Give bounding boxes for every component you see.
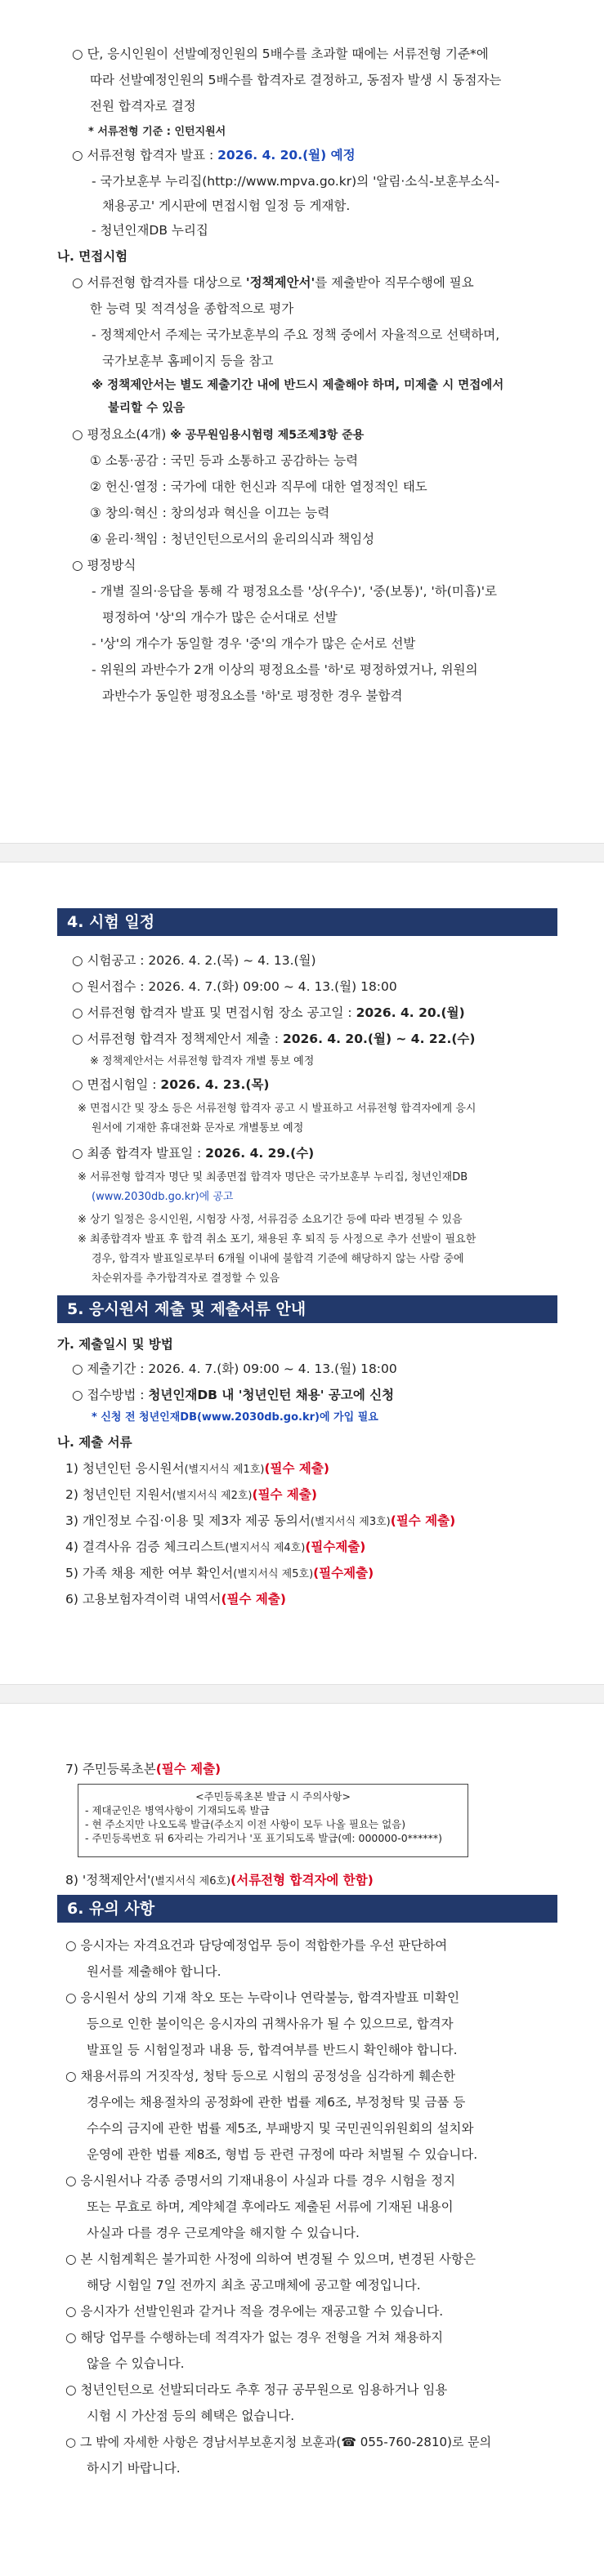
notice-box-title: <주민등록초본 발급 시 주의사항>	[195, 1790, 351, 1803]
text-line: 과반수가 동일한 평정요소를 '하'로 평정한 경우 불합격	[102, 689, 403, 703]
text-line: ○ 최종 합격자 발표일 : 2026. 4. 29.(수)	[72, 1146, 315, 1161]
text-line: ○ 응시자가 선발인원과 같거나 적을 경우에는 재공고할 수 있습니다.	[65, 2304, 444, 2319]
document-item: 4) 결격사유 검증 체크리스트(별지서식 제4호)(필수제출)	[65, 1540, 366, 1554]
text-line: 발표일 등 시험일정과 내용 등, 합격여부를 반드시 확인해야 합니다.	[87, 2043, 458, 2057]
note-line: ※ 서류전형 합격자 명단 및 최종면접 합격자 명단은 국가보훈부 누리집, 청년인재DB	[78, 1171, 468, 1183]
text-line: ○ 시험공고 : 2026. 4. 2.(목) ~ 4. 13.(월)	[72, 953, 316, 968]
warning-note: ※ 정책제안서는 별도 제출기간 내에 반드시 제출해야 하며, 미제출 시 면접에서	[92, 379, 504, 392]
document-item: 1) 청년인턴 응시원서(별지서식 제1호)(필수 제출)	[65, 1461, 329, 1476]
section-title-application: 5. 응시원서 제출 및 제출서류 안내	[57, 1295, 557, 1323]
notice-item: - 주민등록번호 뒤 6자리는 가리거나 '포 표기되도록 발급(예: 000000-0******)	[85, 1832, 443, 1844]
text-line: ○ 응시원서 상의 기재 착오 또는 누락이나 연락불능, 합격자발표 미확인	[65, 1990, 460, 2005]
note-line: ※ 최종합격자 발표 후 합격 취소 포기, 채용된 후 퇴직 등 사정으로 추가 선발이 필요한	[78, 1233, 476, 1246]
note-line: 원서에 기재한 휴대전화 문자로 개별통보 예정	[92, 1122, 304, 1134]
note-line: 경우, 합격자 발표일로부터 6개월 이내에 불합격 기준에 해당하지 않는 사람 중에	[92, 1253, 464, 1265]
text-line: - 청년인재DB 누리집	[92, 223, 208, 238]
text-line: - 위원의 과반수가 2개 이상의 평정요소를 '하'로 평정하였거나, 위원의	[92, 662, 478, 677]
page-divider	[0, 843, 604, 862]
contact-line: ○ 그 밖에 자세한 사항은 경남서부보훈지청 보훈과(☎ 055-760-2810)로 문의	[65, 2435, 492, 2449]
document-item: 6) 고용보험자격이력 내역서(필수 제출)	[65, 1592, 286, 1607]
note-line: ※ 면접시간 및 장소 등은 서류전형 합격자 공고 시 발표하고 서류전형 합격자에게 응시	[78, 1103, 476, 1115]
text-line: 등으로 인한 불이익은 응시자의 귀책사유가 될 수 있으므로, 합격자	[87, 2017, 454, 2031]
note-line: 차순위자를 추가합격자로 결정할 수 있음	[92, 1272, 280, 1285]
text-line: 수수의 금지에 관한 법률 제5조, 부패방지 및 국민권익위원회의 설치와	[87, 2121, 474, 2136]
notice-item: - 현 주소지만 나오도록 발급(주소지 이전 사항이 모두 나올 필요는 없음)	[85, 1818, 406, 1830]
subsection-heading: 나. 제출 서류	[57, 1435, 132, 1450]
note-line: ※ 상기 일정은 응시인원, 시험장 사정, 서류검증 소요기간 등에 따라 변경될 수 있음	[78, 1214, 463, 1226]
text-line: 사실과 다를 경우 근로계약을 해지할 수 있습니다.	[87, 2226, 360, 2240]
section-title-notes: 6. 유의 사항	[57, 1895, 557, 1923]
signup-note: * 신청 전 청년인재DB(www.2030db.go.kr)에 가입 필요	[92, 1411, 378, 1424]
text-line: ④ 윤리·책임 : 청년인턴으로서의 윤리의식과 책임성	[90, 532, 375, 546]
criteria-note: * 서류전형 기준 : 인턴지원서	[88, 126, 226, 138]
text-line: 따라 선발예정인원의 5배수를 합격자로 결정하고, 동점자 발생 시 동점자는	[90, 73, 502, 87]
text-line: ③ 창의·혁신 : 창의성과 혁신을 이끄는 능력	[90, 506, 330, 520]
note-line: ※ 정책제안서는 서류전형 합격자 개별 통보 예정	[90, 1055, 315, 1067]
text-line: 평정하여 '상'의 개수가 많은 순서대로 선발	[102, 610, 338, 625]
text-line: ○ 서류전형 합격자 정책제안서 제출 : 2026. 4. 20.(월) ~ 4. 22.(수)	[72, 1032, 476, 1046]
text-line: 운영에 관한 법률 제8조, 형법 등 관련 규정에 따라 처벌될 수 있습니다.	[87, 2147, 478, 2162]
text-line: 전원 합격자로 결정	[90, 99, 196, 114]
text-line: - 정책제안서 주제는 국가보훈부의 주요 정책 중에서 자율적으로 선택하며,	[92, 328, 500, 342]
text-line: ○ 서류전형 합격자 발표 : 2026. 4. 20.(월) 예정	[72, 148, 356, 163]
text-line: ○ 응시원서나 각종 증명서의 기재내용이 사실과 다를 경우 시험을 정지	[65, 2173, 456, 2188]
text-line: ○ 접수방법 : 청년인재DB 내 '청년인턴 채용' 공고에 신청	[72, 1388, 395, 1402]
link-note[interactable]: (www.2030db.go.kr)에 공고	[92, 1191, 234, 1203]
text-line: 않을 수 있습니다.	[87, 2356, 185, 2371]
text-line: 채용공고' 게시판에 면접시험 일정 등 게재함.	[102, 198, 351, 213]
text-line: ○ 단, 응시인원이 선발예정인원의 5배수를 초과할 때에는 서류전형 기준*에	[72, 47, 489, 61]
text-line: ○ 해당 업무를 수행하는데 적격자가 없는 경우 전형을 거쳐 채용하지	[65, 2330, 444, 2345]
document-item: 3) 개인정보 수집·이용 및 제3자 제공 동의서(별지서식 제3호)(필수 제출)	[65, 1513, 456, 1528]
text-line: ○ 서류전형 합격자를 대상으로 '정책제안서'를 제출받아 직무수행에 필요	[72, 275, 474, 290]
text-line: ○ 응시자는 자격요건과 담당예정업무 등이 적합한가를 우선 판단하여	[65, 1938, 448, 1953]
text-line: 한 능력 및 적격성을 종합적으로 평가	[90, 301, 294, 316]
text-line: ○ 채용서류의 거짓작성, 청탁 등으로 시험의 공정성을 심각하게 훼손한	[65, 2069, 456, 2084]
document-item: 8) '정책제안서'(별지서식 제6호)(서류전형 합격자에 한함)	[65, 1873, 374, 1887]
text-line: ○ 서류전형 합격자 발표 및 면접시험 장소 공고일 : 2026. 4. 20.(월)	[72, 1005, 465, 1020]
notice-item: - 제대군인은 병역사항이 기재되도록 발급	[85, 1804, 270, 1816]
text-line: 경우에는 채용절차의 공정화에 관한 법률 제6조, 부정청탁 및 금품 등	[87, 2095, 466, 2110]
text-line: ○ 제출기간 : 2026. 4. 7.(화) 09:00 ~ 4. 13.(월) 18:00	[72, 1362, 397, 1376]
text-line: ○ 평정요소(4개) ※ 공무원임용시험령 제5조제3항 준용	[72, 427, 365, 442]
document-item: 2) 청년인턴 지원서(별지서식 제2호)(필수 제출)	[65, 1487, 317, 1502]
subsection-heading: 나. 면접시험	[57, 249, 128, 264]
text-line: - 국가보훈부 누리집(http://www.mpva.go.kr)의 '알림·소식-보훈부소식-	[92, 174, 500, 189]
text-line: ○ 원서접수 : 2026. 4. 7.(화) 09:00 ~ 4. 13.(월) 18:00	[72, 979, 397, 994]
text-line: ○ 청년인턴으로 선발되더라도 추후 정규 공무원으로 임용하거나 임용	[65, 2382, 448, 2397]
notice-box	[78, 1784, 468, 1857]
document-item: 7) 주민등록초본(필수 제출)	[65, 1762, 221, 1776]
text-line: ○ 면접시험일 : 2026. 4. 23.(목)	[72, 1077, 270, 1092]
section-title-schedule: 4. 시험 일정	[57, 908, 557, 936]
document-item: 5) 가족 채용 제한 여부 확인서(별지서식 제5호)(필수제출)	[65, 1566, 374, 1580]
subsection-heading: 가. 제출일시 및 방법	[57, 1337, 173, 1352]
text-line: 원서를 제출해야 합니다.	[87, 1964, 221, 1979]
text-line: 해당 시험일 7일 전까지 최초 공고매체에 공고할 예정입니다.	[87, 2278, 421, 2293]
text-line: 국가보훈부 홈페이지 등을 참고	[102, 354, 274, 368]
text-line: ① 소통·공감 : 국민 등과 소통하고 공감하는 능력	[90, 453, 359, 468]
text-line: ② 헌신·열정 : 국가에 대한 헌신과 직무에 대한 열정적인 태도	[90, 479, 427, 494]
text-line: - 개별 질의·응답을 통해 각 평정요소를 '상(우수)', '중(보통)', '하(미흡)'로	[92, 584, 497, 599]
page-divider	[0, 1684, 604, 1704]
text-line: 시험 시 가산점 등의 혜택은 없습니다.	[87, 2409, 295, 2423]
date-highlight: 2026. 4. 20.(월) 예정	[217, 148, 356, 163]
text-line: - '상'의 개수가 동일할 경우 '중'의 개수가 많은 순서로 선발	[92, 636, 416, 651]
text-line: 하시기 바랍니다.	[87, 2461, 181, 2476]
text-line: ○ 본 시험계획은 불가피한 사정에 의하여 변경될 수 있으며, 변경된 사항은	[65, 2252, 476, 2266]
warning-note: 불리할 수 있음	[108, 402, 186, 415]
text-line: ○ 평정방식	[72, 558, 136, 573]
text-line: 또는 무효로 하며, 계약체결 후에라도 제출된 서류에 기재된 내용이	[87, 2199, 454, 2214]
